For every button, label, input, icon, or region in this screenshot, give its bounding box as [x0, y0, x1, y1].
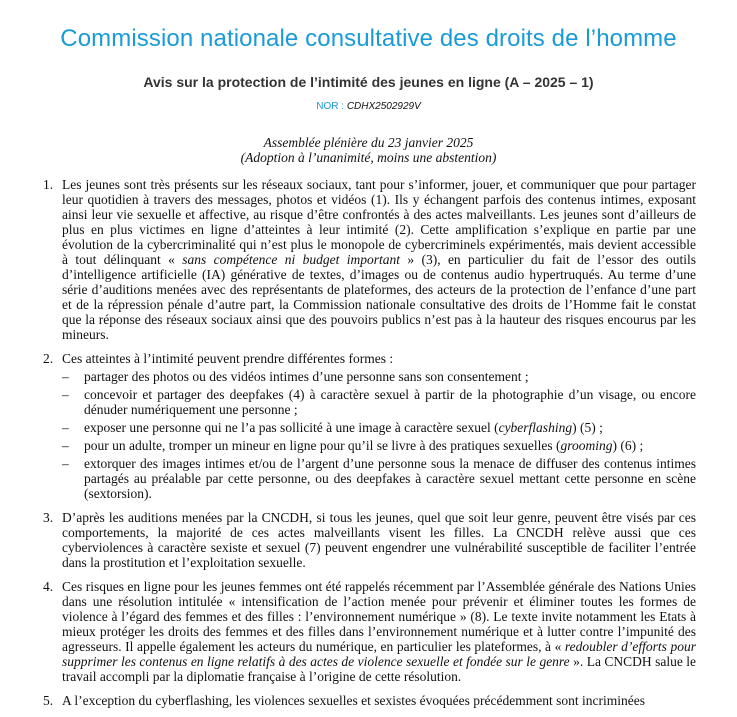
paragraph-number: 2.: [43, 351, 54, 366]
dash-marker: –: [62, 420, 69, 435]
text-segment: Ces risques en ligne pour les jeunes femmes ont été rappelés récemment par l’Assemblée générale des Nations Unies dans une résolution intitulée « intensification de l’action menée pour prévenir et éliminer toutes les formes de violence à l’égard des femmes et des filles : l’environnement numérique » (8). Le texte invite notamment les Etats à mieux protéger les droits des femmes et des filles dans l’environnement numérique et à lutter contre l’impunité des agresseurs. Il appelle également les acteurs du numérique, en particulier les plateformes, à «: [62, 579, 696, 654]
text-segment: exposer une personne qui ne l’a pas sollicité à une image à caractère sexuel (: [84, 420, 499, 435]
dash-marker: –: [62, 438, 69, 453]
paragraph-text: Ces atteintes à l’intimité peuvent prendre différentes formes :: [62, 351, 394, 366]
paragraph-number: 3.: [43, 510, 54, 525]
paragraph-4: [40, 579, 696, 684]
session-adoption: (Adoption à l’unanimité, moins une abstention): [240, 150, 497, 165]
list-item: [62, 387, 696, 417]
list-item: [62, 438, 696, 453]
text-segment: ) (5) ;: [572, 420, 603, 435]
list-item: [62, 456, 696, 501]
paragraph-text: D’après les auditions menées par la CNCDH, si tous les jeunes, quel que soit leur genre, peuvent être visés par ces comportements, la majorité de ces actes malveillants visent les filles. La CNCDH relève aussi que ces cyberviolences à caractère sexiste et sexuel (7) peuvent engendrer une vulnérabilité susceptible de faciliter l’entrée dans la prostitution et l’exploitation sexuelle.: [62, 510, 696, 570]
paragraph-3: [40, 510, 696, 570]
list-item-text: extorquer des images intimes et/ou de l’argent d’une personne sous la menace de diffuser des contenus intimes partagés au préalable par cette personne, ou des deepfakes à caractère sexuel mettant cette personne en scène (sextorsion).: [84, 456, 696, 501]
paragraph-number: 1.: [43, 177, 54, 192]
dash-marker: –: [62, 369, 69, 384]
paragraph-2: [40, 351, 696, 501]
paragraph-5: [40, 693, 696, 708]
session-info: [0, 135, 737, 165]
nor-reference: [0, 101, 737, 112]
text-segment: ) (6) ;: [612, 438, 644, 453]
document-body: [40, 177, 696, 717]
dash-marker: –: [62, 456, 69, 471]
list-item-text: [84, 438, 696, 453]
list-item-text: [84, 420, 696, 435]
session-date: Assemblée plénière du 23 janvier 2025: [263, 135, 474, 150]
term-text: cyberflashing: [498, 420, 573, 435]
paragraph-number: 4.: [43, 579, 54, 594]
document-title: Commission nationale consultative des droits de l’homme: [60, 25, 677, 52]
list-item: [62, 420, 696, 435]
text-segment: » (3), en particulier du fait de l’essor des outils d’intelligence artificielle (IA) générative de textes, d’images ou de contenus audio hypertruqués. Au terme d’une série d’auditions menées avec des représentants de plateformes, des acteurs de la protection de l’enfance d’une part et de la répression pénale d’autre part, la Commission nationale consultative des droits de l’Homme fait le constat que la réponse des réseaux sociaux ainsi que des pouvoirs publics n’est pas à la hauteur des risques encourus par les mineurs.: [62, 252, 696, 342]
paragraph-text: [62, 177, 696, 342]
text-segment: Les jeunes sont très présents sur les réseaux sociaux, tant pour s’informer, jouer, et communiquer que pour partager leur quotidien à travers des messages, photos et vidéos (1). Ils y échangent parfois des contenus intimes, exposant ainsi leur vie sexuelle et affective, au risque d’être confrontés à des actes malveillants. Les jeunes sont d’ailleurs de plus en plus victimes en ligne d’atteintes à leur intimité (2). Cette amplification s’explique en partie par une évolution de la cybercriminalité qui n’est plus le monopole de cybercriminels expérimentés, mais devient accessible à tout délinquant «: [62, 177, 696, 267]
list-item-text: partager des photos ou des vidéos intimes d’une personne sans son consentement ;: [84, 369, 529, 384]
dash-marker: –: [62, 387, 69, 402]
list-item-text: concevoir et partager des deepfakes (4) à caractère sexuel à partir de la photographie d’un visage, ou encore dénuder numériquement une personne ;: [84, 387, 696, 417]
text-segment: ». La CNCDH salue le travail accompli par la diplomatie française à l’origine de cette résolution.: [62, 654, 696, 684]
paragraph-number: 5.: [43, 693, 54, 708]
nor-code: CDHX2502929V: [346, 101, 421, 112]
term-text: grooming: [560, 438, 613, 453]
paragraph-text: A l’exception du cyberflashing, les violences sexuelles et sexistes évoquées précédemment sont incriminées: [62, 693, 645, 708]
text-segment: pour un adulte, tromper un mineur en ligne pour qu’il se livre à des pratiques sexuelles (: [84, 438, 561, 453]
quoted-text: sans compétence ni budget important: [182, 252, 400, 267]
list-item: [62, 369, 696, 384]
quoted-text: redoubler d’efforts pour supprimer les contenus en ligne relatifs à des actes de violence sexuelle et fondée sur le genre: [62, 639, 696, 669]
nor-label: NOR :: [316, 101, 347, 112]
paragraph-text: [62, 579, 696, 684]
document-subtitle: Avis sur la protection de l’intimité des jeunes en ligne (A – 2025 – 1): [143, 74, 594, 90]
paragraph-1: [40, 177, 696, 342]
